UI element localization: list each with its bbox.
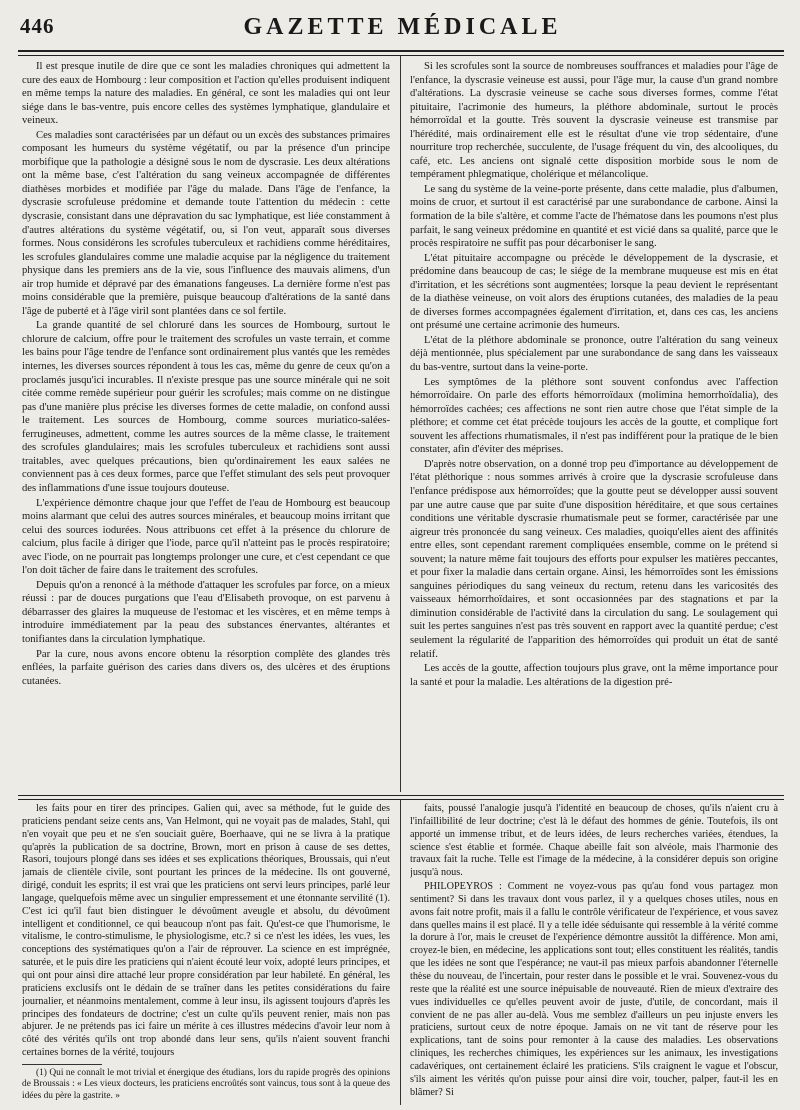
paragraph: Il est presque inutile de dire que ce sont les maladies chroniques qui admettent la cure des eaux de Hombourg : leur composition et l'action qu'elles produisent indiquent en même temps la nature des maladies. En général, ce sont les maladies qui ont leur siége dans le bas-ventre, puis encore celles des systèmes lymphatique, glandulaire et veineux. (22, 61, 390, 127)
page-header (20, 14, 785, 48)
paragraph: L'expérience démontre chaque jour que l'effet de l'eau de Hombourg est beaucoup moins alarmant que celui des autres sources minérales, et beaucoup moins irritant que celui des sources iodurées. Nous attribuons cet effet à la présence du chlorure de calcium, plus facile à diriger que l'iode, parce qu'il n'atteint pas le procès respiratoire; avec l'iode, on ne pourrait pas longtemps prolonger une cure, et c'est cependant ce que l'on doit tâcher de faire dans le traitement des scrofules. (22, 497, 390, 577)
footnote-rule (22, 1064, 102, 1065)
paragraph: L'état pituitaire accompagne ou précède le développement de la dyscrasie, et prédomine dans beaucoup de cas; le siége de la membrane muqueuse est mis en état d'irritation, et les sécrétions sont augmentées; lorsque la peau devient le représentant de la diathèse veineuse, on voit alors des éruptions cutanées, des maladies de la peau de diverses formes accompagnées également d'irritation, et, dans ces cas, les anciens ont présumé une certaine acrimonie des humeurs. (410, 252, 778, 332)
paragraph: La grande quantité de sel chloruré dans les sources de Hombourg, surtout le chlorure de calcium, offre pour le traitement des scrofules un vaste terrain, et comme les bains pour l'âge tendre de l'enfance sont ordinairement plus vantés que les remèdes internes, les diverses sources répondent à tous les cas, même du genre de ceux qu'on a proclamés jusqu'ici incurables. Il n'existe presque pas une source minérale qui ne soit citée comme remède supérieur pour guérir les scrofules; mais comme on ne distingue pas d'une manière plus précise les diverses formes de cette maladie, on confond aussi le traitement. Les sources de Hombourg, comme sources muriatico-salées-ferrugineuses, admettent, comme les autres sources de la même classe, le traitement des scrofules glandulaires; mais les scrofules tuberculeux et rachidiens sont aussi traitables, avec quelques précautions, bien qu'ordinairement les eaux salées ne conviennent pas à ces deux formes, parce que l'effet stimulant des sels peut provoquer des inflammations d'une issue toujours douteuse. (22, 320, 390, 494)
paragraph: Le sang du système de la veine-porte présente, dans cette maladie, plus d'albumen, moins de cruor, et surtout il est caractérisé par une surabondance de carbone. Ainsi la formation de la bile s'altère, et comme l'acte de l'hématose dans les poumons n'est plus parfait, le sang veineux prédomine en quantité et est vicié dans sa qualité, parce que le procès respiratoire ne suffit pas pour décarboniser le sang. (410, 183, 778, 250)
article-column-left (22, 60, 390, 788)
paragraph: D'après notre observation, on a donné trop peu d'importance au développement de l'état pléthorique : nous sommes arrivés à croire que la dyscrasie scrofuleuse dans l'enfance prédispose aux hémorroïdes; que la goutte peut se développer aussi souvent par une autre cause que par suite d'une disposition héréditaire, et que sous certaines conditions une véritable dyscrasie rhumatismale peut se former, caractérisée par une aigreur très prononcée du sang veineux. Ces maladies, quoiqu'elles aient des affinités entre elles, sont cependant rarement compliquées ensemble, comme on le prétend si souvent; la nature même fait toujours des efforts pour expulser les matières peccantes, et pour fixer la maladie dans certain organe. Ainsi, les hémorroïdes sont les émissions sanguines périodiques du sang veineux du rectum, retenu dans les varicosités des vaisseaux hémorrhoïdaires, et sont occasionnées par des stagnations et par la diminution considérable de l'activité dans la circulation du sang. Le soulagement qui suit les pertes sanguines n'est pas très souvent en rapport avec la quantité perdue; c'est seulement la régularité de l'apparition des hémorroïdes qui produit un état de santé relatif. (410, 458, 778, 660)
column-divider (400, 56, 401, 792)
article-column-right (410, 60, 778, 788)
section-divider (18, 795, 784, 800)
paragraph: Par la cure, nous avons encore obtenu la résorption complète des glandes très enflées, la parfaite guérison des caries dans divers os, des ulcères et des éruptions cutanées. (22, 648, 390, 687)
paragraph: Les symptômes de la pléthore sont souvent confondus avec l'affection hémorroïdaire. On parle des efforts hémorroïdaux (molimina hemorrhoïdalia), des hémorroïdes cachées; ces affections ne sont rien autre chose que l'état simple de la pléthore; et comme cet état précède toujours les accès de la goutte, et complique fort souvent les affections rhumatismales, il n'est pas indifférent pour la pratique de le bien constater, afin d'éviter des méprises. (410, 376, 778, 456)
paragraph: Les accès de la goutte, affection toujours plus grave, ont la même importance pour la santé et pour la maladie. Les altérations de la digestion pré- (410, 663, 778, 688)
paragraph: faits, poussé l'analogie jusqu'à l'identité en beaucoup de choses, qu'ils n'aient cru à l'infaillibilité de leur doctrine; c'est là le défaut des hommes de génie. Toutefois, ils ont apporté un immense tribut, et de leurs idées, de leurs recherches variées, étendues, la science s'est établie et formée. Chaque abeille fait son alvéole, mais l'harmonie des travaux fait la ruche. Telle est l'image de la médecine, à la considérer depuis son origine jusqu'à nous. (410, 803, 778, 879)
header-rule (18, 50, 784, 56)
paragraph: Depuis qu'on a renoncé à la méthode d'attaquer les scrofules par force, on a mieux réussi : par de douces purgations que l'eau d'Elisabeth provoque, on est parvenu à débarrasser des glaires la muqueuse de l'estomac et les viscères, et en même temps à introduire immédiatement par la peau des substances énervantes, altérantes et tonifiantes dans la circulation lymphatique. (22, 579, 390, 645)
journal-title: GAZETTE MÉDICALE (243, 14, 562, 40)
paragraph: Si les scrofules sont la source de nombreuses souffrances et maladies pour l'âge de l'enfance, la dyscrasie veineuse est aussi, pour l'âge mur, la cause d'un grand nombre d'altérations. La dyscrasie veineuse se cache sous diverses formes, comme l'état pituitaire, l'acrimonie des humeurs, la pléthore abdominale, surtout le procès hémorroïdal et la goutte. Très souvent la dyscrasie veineuse est transmise par l'hérédité, mais ordinairement elle est le résultat d'une vie trop sédentaire, d'une nourriture trop recherchée, succulente, de l'usage fréquent du vin, des alcooliques, du café, etc. Les anciens ont signalé cette disposition morbide sous le nom de tempérament phlegmatique, cholérique et mélancolique. (410, 61, 778, 181)
feuilleton-column-left (22, 803, 390, 1103)
page-number: 446 (20, 14, 55, 38)
column-divider (400, 800, 401, 1105)
paragraph: Ces maladies sont caractérisées par un défaut ou un excès des substances primaires composant les humeurs du système végétatif, ou par la présence d'un principe morbifique que la pathologie a désigné sous le nom de dyscrasie. Les deux altérations ont la même base, c'est l'altération du sang veineux accompagnée de différentes diathèses morbides et modifiée par l'âge du malade. Dans l'âge de l'enfance, la dyscrasie scrofuleuse prédomine et demande toute l'attention du médecin : cette dyscrasie, consistant dans une dépravation du sac lymphatique, est liée constamment à d'autres altérations du système végétatif, ou, si l'on veut, apparaît sous diverses formes. Nous considérons les scrofules tuberculeux et rachidiens comme héréditaires, les scrofules glandulaires comme une maladie acquise par la négligence du traitement physique dans les premiers ans de la vie, sous l'influence des mauvais alimens, d'un air trop humide et dépravé par des émanations fangeuses. La dernière forme n'est pas moins considérable que la première, puisque beaucoup d'altérations de la santé dans l'âge de puberté et à l'âge viril sont plantées dans ce sol fertile. (22, 129, 390, 317)
footnote: (1) Qui ne connaît le mot trivial et énergique des étudians, lors du rapide progrès des opinions de Broussais : « Les vieux docteurs, les praticiens encroûtés sont vaincus, tous sont à la queue des idées du père la gastrite. » (22, 1067, 390, 1102)
paragraph: L'état de la pléthore abdominale se prononce, outre l'altération du sang veineux déjà mentionnée, plus spécialement par une surabondance de sang dans les vaisseaux du bas-ventre, surtout dans la veine-porte. (410, 334, 778, 374)
paragraph: les faits pour en tirer des principes. Galien qui, avec sa méthode, fut le guide des praticiens pendant seize cents ans, Van Helmont, qui ne voyait pas de malades, Stahl, qui n'en voyait que peu et ne s'en souciait guère, Boerhaave, qui ne se livra à la pratique qu'après la publication de sa doctrine, Brown, mort en prison à cause de ses dettes, Rasori, toujours plongé dans ses idées et ses explications théoriques, Broussais, qui n'eut jamais de clientèle civile, sont pourtant les princes de la médecine. Ils ont gouverné, dirigé, conduit les esprits; il est vrai que les praticiens ont servi leurs principes, parlé leur langage, quelquefois même avec un singulier empressement et une étonnante servilité (1). C'est ici qu'il faut bien distinguer le dévoûment aveugle et absolu, du dévoûment intelligent et conditionnel, ce qui beaucoup n'ont pas fait. Qu'est-ce que l'humorisme, le vitalisme, le contro-stimulisme, le physiologisme, etc.? si ce n'est les idées, les vues, les conceptions des systématiques qu'on a l'air de réprouver. La science en est imprégnée, saturée, et le puis dire les praticiens qui n'aient écouté leur voix, adopté leurs principes, et qui ont pour ainsi dire attaché leur propre considération par leur habileté. En général, les praticiens exclusifs ont le dédain de se traîner dans les petites considérations du faire journalier, et néanmoins mentalement, comme à leur insu, ils agissent toujours d'après les principes des fondateurs de doctrine; c'est un culte qu'ils peuvent renier, mais non pas abjurer. Je ne prétends pas ici faire un mérite à ces illustres médecins d'avoir leur nom à côté des vérités qu'ils ont trop abondé dans leur sens, qu'ils n'aient souvent franchi certaines bornes de la vérité, toujours (22, 803, 390, 1059)
feuilleton-column-right (410, 803, 778, 1103)
paragraph: PHILOPEYROS : Comment ne voyez-vous pas qu'au fond vous partagez mon sentiment? Si dans les travaux dont vous parlez, il y a quelques choses utiles, nous en avons fait notre profit, mais il a fallu le contrôle vérificateur de l'expérience, et vous savez dans quelles mains il est placé. Il y a telle idée séduisante qui ressemble à la vérité comme la dorure à l'or, mais le creuset de l'expérience démontre aussitôt la différence. Mon ami, croyez-le bien, en médecine, les applications sont tout; elles constituent les réalités, tandis que les idées ne sont que l'espérance; ne vaut-il pas mieux parfois abandonner l'éternelle thèse du nouveau, de l'incertain, pour rester dans le possible et le vrai. Souvenez-vous du reste que la réalité est une source inépuisable de nouveauté. Rien de mieux d'extraire des vues individuelles ce qu'elles peuvent avoir de juste, d'utile, de concordant, mais il convient de ne pas aller au-delà. Vous me semblez d'ailleurs un peu injuste envers les praticiens, surtout ceux de notre époque. Jamais on ne vit tant de réserve pour les explications, tant de soins pour remonter à la cause des maladies. Les observations cliniques, les recherches chimiques, les expériences sur les animaux, les investigations cadavériques, ont certainement éclairé les praticiens. S'ils craignent le vague et l'obscur, s'ils aiment les vérités qu'on puisse pour ainsi dire voir, toucher, palper, faut-il les en blâmer? Si (410, 881, 778, 1098)
